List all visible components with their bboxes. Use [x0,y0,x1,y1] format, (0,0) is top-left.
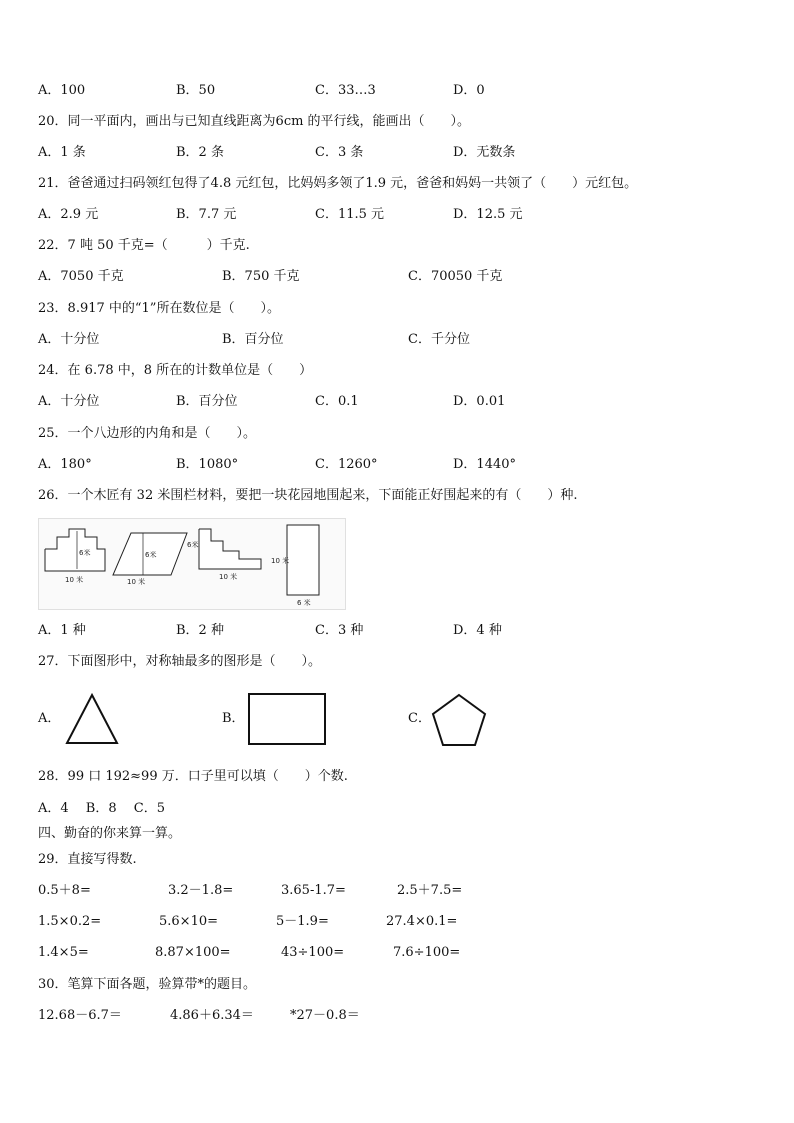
q30-item-1: 12.68－6.7＝ [38,1008,122,1023]
q29-r3-c4: 7.6÷100= [393,945,461,960]
q23-option-c: C．千分位 [408,332,470,347]
q28-options: A．4 B．8 C．5 [38,801,165,816]
q24-option-a: A．十分位 [38,394,100,409]
q22-option-a: A．7050 千克 [38,269,124,284]
q19-option-b: B．50 [176,83,216,98]
triangle-icon [64,692,120,746]
q20-option-a: A．1 条 [38,145,86,160]
q26-stem: 26．一个木匠有 32 米围栏材料，要把一块花园地围起来，下面能正好围起来的有（ ）种. [38,488,578,503]
q23-option-b: B．百分位 [222,332,284,347]
q23-stem: 23．8.917 中的“1”所在数位是（ ）。 [38,301,280,316]
q27-label-c: C． [408,711,431,726]
q29-r1-c1: 0.5＋8= [38,883,91,898]
q19-option-c: C．33…3 [315,83,376,98]
q30-item-3: *27－0.8＝ [290,1008,360,1023]
fig3-shape [199,529,261,569]
q29-r2-c2: 5.6×10= [159,914,219,929]
q21-option-b: B．7.7 元 [176,207,237,222]
q29-r3-c1: 1.4×5= [38,945,89,960]
q25-option-d: D．1440° [453,457,517,472]
q24-stem: 24．在 6.78 中，8 所在的计数单位是（ ） [38,363,313,378]
q25-stem: 25．一个八边形的内角和是（ ）。 [38,426,257,441]
q29-r1-c2: 3.2－1.8= [168,883,234,898]
q26-option-a: A．1 种 [38,623,86,638]
fig1-shape [45,529,105,571]
fig2-height-label: 6米 [145,551,157,559]
q29-r2-c1: 1.5×0.2= [38,914,102,929]
q29-r1-c3: 3.65-1.7= [281,883,346,898]
fig1-width-label: 10 米 [65,576,84,584]
q29-stem: 29．直接写得数. [38,852,137,867]
q28-stem: 28．99 口 192≈99 万．口子里可以填（ ）个数. [38,769,348,784]
q24-option-b: B．百分位 [176,394,238,409]
q25-option-b: B．1080° [176,457,239,472]
rectangle-icon [247,692,327,746]
q22-option-c: C．70050 千克 [408,269,503,284]
q25-option-a: A．180° [38,457,92,472]
q21-option-d: D．12.5 元 [453,207,523,222]
q20-option-c: C．3 条 [315,145,364,160]
pentagon-icon [430,692,488,748]
q20-option-d: D．无数条 [453,145,516,160]
q29-r2-c4: 27.4×0.1= [386,914,458,929]
fig3-width-label: 10 米 [219,573,238,581]
fig4-shape [287,525,319,595]
q22-stem: 22．7 吨 50 千克=（ ）千克. [38,238,250,253]
garden-figures [39,519,345,609]
q24-option-d: D．0.01 [453,394,506,409]
q26-option-b: B．2 种 [176,623,224,638]
q30-item-2: 4.86＋6.34＝ [170,1008,254,1023]
q27-label-a: A． [38,711,61,726]
q26-option-c: C．3 种 [315,623,364,638]
q19-option-a: A．100 [38,83,86,98]
fig4-width-label: 6 米 [297,599,311,607]
fig2-width-label: 10 米 [127,578,146,586]
fig3-height-label: 6米 [187,541,199,549]
q23-option-a: A．十分位 [38,332,100,347]
q22-option-b: B．750 千克 [222,269,300,284]
q21-stem: 21．爸爸通过扫码领红包得了4.8 元红包，比妈妈多领了1.9 元，爸爸和妈妈一共领了（ ）元红包。 [38,176,638,191]
q21-option-a: A．2.9 元 [38,207,99,222]
q20-option-b: B．2 条 [176,145,224,160]
q29-r3-c2: 8.87×100= [155,945,231,960]
q25-option-c: C．1260° [315,457,378,472]
q21-option-c: C．11.5 元 [315,207,385,222]
fig1-height-label: 6米 [79,549,91,557]
q29-r3-c3: 43÷100= [281,945,345,960]
q27-stem: 27．下面图形中，对称轴最多的图形是（ ）。 [38,654,322,669]
q30-stem: 30．笔算下面各题，验算带*的题目。 [38,977,257,992]
q29-r1-c4: 2.5＋7.5= [397,883,463,898]
q26-option-d: D．4 种 [453,623,502,638]
q26-figure [38,518,346,610]
q27-label-b: B． [222,711,245,726]
q19-option-d: D．0 [453,83,485,98]
q24-option-c: C．0.1 [315,394,359,409]
q29-r2-c3: 5－1.9= [276,914,329,929]
section4-title: 四、勤奋的你来算一算。 [38,826,182,841]
q20-stem: 20．同一平面内，画出与已知直线距离为6cm 的平行线，能画出（ ）。 [38,114,471,129]
fig4-height-label: 10 米 [271,557,290,565]
